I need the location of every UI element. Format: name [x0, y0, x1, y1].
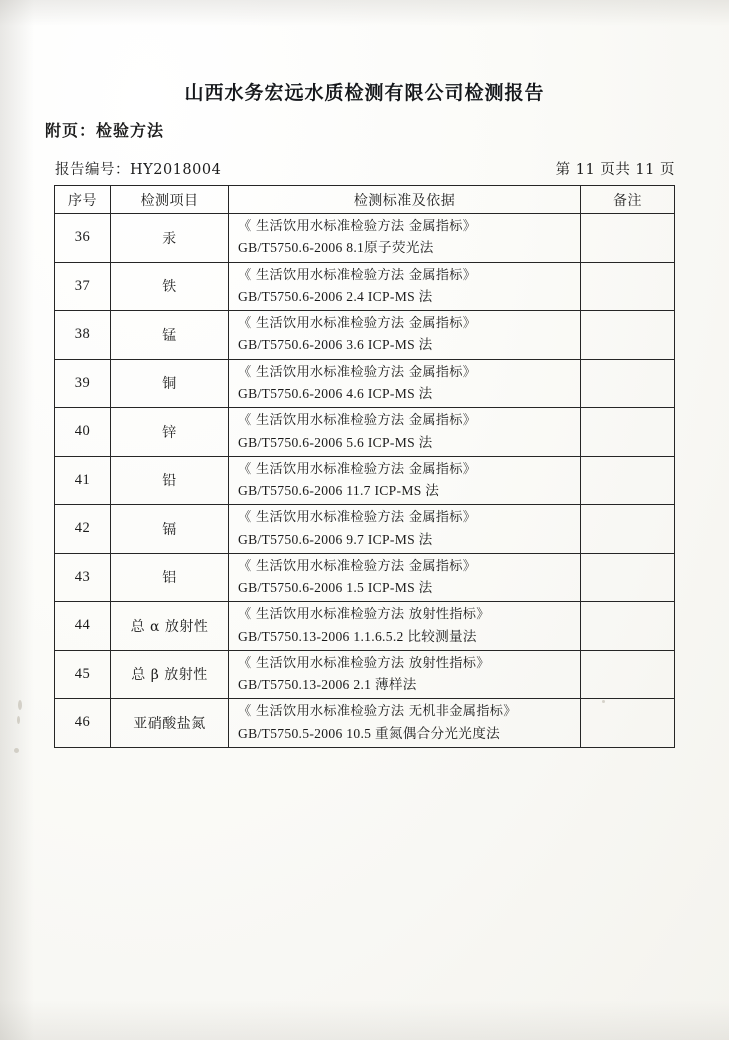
attachment-label: 附页：检验方法	[45, 121, 165, 140]
table-row	[55, 553, 675, 602]
cell-standard	[229, 214, 581, 263]
standard-line-1: 《 生活饮用水标准检验方法 金属指标》	[238, 413, 477, 429]
cell-item: 镉	[111, 505, 229, 554]
table-row	[55, 650, 675, 699]
cell-standard	[229, 408, 581, 457]
cell-no: 38	[55, 311, 111, 360]
table-row	[55, 505, 675, 554]
table-row	[55, 311, 675, 360]
standard-line-2: GB/T5750.6-2006 1.5 ICP-MS 法	[238, 580, 433, 596]
cell-standard	[229, 359, 581, 408]
standard-line-2: GB/T5750.13-2006 2.1 薄样法	[238, 677, 417, 693]
cell-item: 铅	[111, 456, 229, 505]
cell-no: 43	[55, 553, 111, 602]
cell-note	[581, 408, 675, 457]
cell-standard	[229, 262, 581, 311]
report-meta-row	[55, 158, 675, 179]
table-header-row	[55, 186, 675, 214]
cell-note	[581, 553, 675, 602]
cell-standard	[229, 456, 581, 505]
cell-standard	[229, 311, 581, 360]
page-indicator: 第 11 页共 11 页	[555, 162, 675, 178]
standard-line-1: 《 生活饮用水标准检验方法 金属指标》	[238, 461, 477, 477]
standard-line-1: 《 生活饮用水标准检验方法 金属指标》	[238, 510, 477, 526]
column-header-standard: 检测标准及依据	[229, 186, 581, 214]
cell-note	[581, 214, 675, 263]
cell-note	[581, 699, 675, 748]
table-body	[55, 214, 675, 748]
cell-standard	[229, 505, 581, 554]
standard-line-1: 《 生活饮用水标准检验方法 无机非金属指标》	[238, 704, 517, 720]
standard-line-1: 《 生活饮用水标准检验方法 金属指标》	[238, 364, 477, 380]
cell-no: 41	[55, 456, 111, 505]
cell-item: 亚硝酸盐氮	[111, 699, 229, 748]
cell-note	[581, 359, 675, 408]
standard-line-2: GB/T5750.13-2006 1.1.6.5.2 比较测量法	[238, 628, 477, 644]
cell-item: 锰	[111, 311, 229, 360]
standard-line-2: GB/T5750.6-2006 3.6 ICP-MS 法	[238, 337, 433, 353]
cell-no: 46	[55, 699, 111, 748]
cell-no: 36	[55, 214, 111, 263]
cell-item: 总 α 放射性	[111, 602, 229, 651]
table-row	[55, 262, 675, 311]
column-header-note: 备注	[581, 186, 675, 214]
cell-note	[581, 456, 675, 505]
cell-no: 45	[55, 650, 111, 699]
cell-item: 总 β 放射性	[111, 650, 229, 699]
cell-standard	[229, 650, 581, 699]
cell-standard	[229, 553, 581, 602]
standard-line-1: 《 生活饮用水标准检验方法 放射性指标》	[238, 607, 490, 623]
cell-standard	[229, 699, 581, 748]
cell-no: 39	[55, 359, 111, 408]
standard-line-1: 《 生活饮用水标准检验方法 放射性指标》	[238, 655, 490, 671]
table-row	[55, 214, 675, 263]
column-header-item: 检测项目	[111, 186, 229, 214]
table-row	[55, 456, 675, 505]
table-row	[55, 408, 675, 457]
cell-no: 40	[55, 408, 111, 457]
test-methods-table	[54, 185, 675, 748]
standard-line-2: GB/T5750.6-2006 4.6 ICP-MS 法	[238, 386, 433, 401]
standard-line-1: 《 生活饮用水标准检验方法 金属指标》	[238, 267, 477, 283]
report-number: 报告编号：HY2018004	[55, 162, 222, 178]
cell-note	[581, 602, 675, 651]
cell-no: 42	[55, 505, 111, 554]
column-header-no: 序号	[55, 186, 111, 214]
standard-line-1: 《 生活饮用水标准检验方法 金属指标》	[238, 316, 477, 332]
table-row	[55, 359, 675, 408]
table-row	[55, 699, 675, 748]
standard-line-2: GB/T5750.6-2006 8.1原子荧光法	[238, 240, 434, 256]
cell-item: 锌	[111, 408, 229, 457]
standard-line-1: 《 生活饮用水标准检验方法 金属指标》	[238, 219, 477, 234]
table-row	[55, 602, 675, 651]
cell-note	[581, 262, 675, 311]
cell-no: 44	[55, 602, 111, 651]
standard-line-2: GB/T5750.6-2006 5.6 ICP-MS 法	[238, 434, 433, 450]
cell-note	[581, 650, 675, 699]
cell-item: 汞	[111, 214, 229, 263]
cell-note	[581, 311, 675, 360]
standard-line-2: GB/T5750.6-2006 2.4 ICP-MS 法	[238, 288, 433, 304]
cell-item: 铁	[111, 262, 229, 311]
cell-item: 铜	[111, 359, 229, 408]
cell-standard	[229, 602, 581, 651]
standard-line-2: GB/T5750.6-2006 9.7 ICP-MS 法	[238, 531, 433, 547]
standard-line-2: GB/T5750.6-2006 11.7 ICP-MS 法	[238, 483, 440, 499]
standard-line-1: 《 生活饮用水标准检验方法 金属指标》	[238, 558, 477, 574]
cell-no: 37	[55, 262, 111, 311]
page-title: 山西水务宏远水质检测有限公司检测报告	[184, 82, 545, 104]
standard-line-2: GB/T5750.5-2006 10.5 重氮偶合分光光度法	[238, 725, 500, 741]
table-header	[55, 186, 675, 214]
cell-item: 铝	[111, 553, 229, 602]
cell-note	[581, 505, 675, 554]
